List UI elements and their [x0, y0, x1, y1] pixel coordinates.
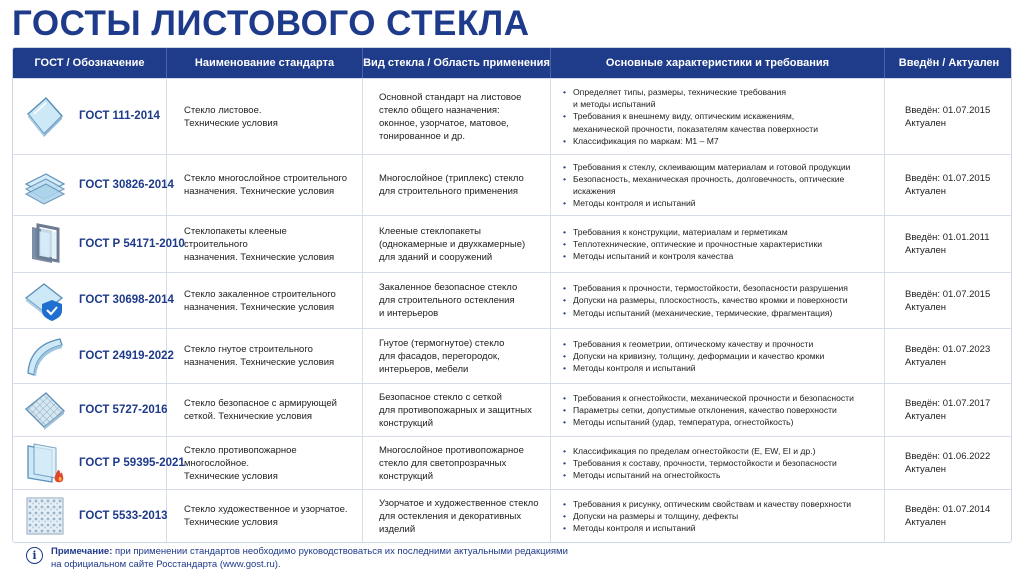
standard-name: Стекло безопасное с армирующей сеткой. Технические условия	[167, 384, 363, 436]
table-row	[13, 154, 1011, 215]
spec-item: • Классификация по пределам огнестойкости (E, EW, EI и др.)	[561, 445, 837, 457]
specs-list	[561, 498, 851, 535]
gost-cell	[13, 384, 167, 436]
spec-item: • Методы испытаний (удар, температура, огнестойкость)	[561, 416, 854, 428]
specs-cell	[551, 437, 885, 489]
table-row	[13, 489, 1011, 542]
specs-list	[561, 392, 854, 429]
standard-name: Стекло художественное и узорчатое. Технические условия	[167, 490, 363, 542]
spec-item: • Методы контроля и испытаний	[561, 362, 824, 374]
fireproof-glass-icon	[21, 439, 69, 487]
page-title: ГОСТЫ ЛИСТОВОГО СТЕКЛА	[12, 4, 530, 43]
gost-code: ГОСТ 30826-2014	[79, 178, 174, 191]
spec-item: • Методы испытаний и контроля качества	[561, 250, 822, 262]
date-cell	[885, 490, 1012, 542]
header-date: Введён / Актуален	[898, 57, 1000, 69]
spec-item: • Требования к огнестойкости, механической прочности и безопасности	[561, 392, 854, 404]
introduced-date: Введён: 01.01.2011	[905, 232, 990, 243]
patterned-glass-icon	[21, 492, 69, 540]
gost-cell	[13, 79, 167, 154]
gost-code: ГОСТ 111-2014	[79, 110, 160, 122]
laminated-glass-icon	[21, 161, 69, 209]
date-cell	[885, 437, 1012, 489]
spec-item: • Требования к составу, прочности, термостойкости и безопасности	[561, 457, 837, 469]
status-text: Актуален	[905, 301, 947, 313]
glass-unit-icon	[21, 220, 69, 268]
spec-item: • Безопасность, механическая прочность, долговечность, оптические искажения	[561, 173, 850, 197]
tempered-glass-shield-icon	[21, 277, 69, 325]
table-row	[13, 215, 1011, 272]
standard-name: Стекло многослойное строительного назначения. Технические условия	[167, 155, 363, 215]
table-row	[13, 436, 1011, 489]
spec-item: • Параметры сетки, допустимые отклонения, качество поверхности	[561, 404, 854, 416]
header-type: Вид стекла / Область применения	[363, 48, 551, 78]
status-text: Актуален	[905, 186, 947, 197]
glass-type: Клееные стеклопакеты (однокамерные и двухкамерные) для зданий и сооружений	[363, 216, 551, 272]
glass-type: Узорчатое и художественное стекло для остекления и декоративных изделий	[363, 490, 551, 542]
introduced-date: Введён: 01.07.2023	[905, 344, 991, 355]
info-icon: i	[26, 547, 43, 564]
introduced-date: Введён: 01.07.2015	[905, 173, 991, 184]
footnote	[26, 545, 568, 571]
date-cell	[885, 216, 1012, 272]
gost-cell	[13, 155, 174, 215]
spec-item: • Допуски на размеры, плоскостность, качество кромки и поверхности	[561, 294, 848, 306]
date-cell	[885, 384, 1012, 436]
standard-name: Стекло закаленное строительного назначения. Технические условия	[167, 273, 363, 328]
spec-item: • Методы испытаний (механические, термические, фрагментация)	[561, 307, 848, 319]
specs-cell	[551, 79, 885, 154]
spec-item: • Методы испытаний на огнестойкость	[561, 469, 837, 481]
glass-type: Многослойное (триплекс) стекло для строительного применения	[363, 155, 551, 215]
introduced-date: Введён: 01.07.2017	[905, 398, 991, 409]
gost-code: ГОСТ 5727-2016	[79, 403, 168, 416]
glass-type: Закаленное безопасное стекло для строительного остекления и интерьеров	[363, 273, 551, 328]
status-text: Актуален	[905, 117, 947, 129]
specs-cell	[551, 490, 885, 542]
gost-cell	[13, 490, 167, 542]
introduced-date: Введён: 01.07.2015	[905, 104, 991, 116]
specs-cell	[551, 155, 885, 215]
spec-item: • Методы контроля и испытаний	[561, 522, 851, 534]
gost-code: ГОСТ Р 54171-2010	[79, 237, 185, 250]
spec-item: • Теплотехнические, оптические и прочностные характеристики	[561, 238, 822, 250]
standard-name: Стекло гнутое строительного назначения. Технические условия	[167, 329, 363, 383]
gost-table	[12, 47, 1012, 543]
gost-code: ГОСТ 5533-2013	[79, 509, 168, 522]
standard-name: Стекло противопожарное многослойное. Технические условия	[167, 437, 363, 489]
spec-item: • Требования к конструкции, материалам и герметикам	[561, 226, 822, 238]
gost-cell	[13, 273, 174, 328]
specs-list	[561, 161, 850, 210]
footnote-text	[51, 545, 568, 571]
spec-item: • Классификация по маркам: М1 – М7	[561, 135, 818, 147]
date-cell	[885, 329, 1012, 383]
spec-item: • Требования к рисунку, оптическим свойствам и качеству поверхности	[561, 498, 851, 510]
spec-item: • Методы контроля и испытаний	[561, 197, 850, 209]
spec-item: • Допуски на размеры и толщину, дефекты	[561, 510, 851, 522]
glass-type: Основной стандарт на листовое стекло общего назначения: оконное, узорчатое, матовое, тонированное и др.	[363, 79, 551, 154]
specs-list	[561, 282, 848, 319]
status-text: Актуален	[905, 411, 947, 422]
specs-cell	[551, 329, 885, 383]
table-row	[13, 78, 1011, 154]
header-gost: ГОСТ / Обозначение	[13, 48, 167, 78]
spec-item: • Требования к геометрии, оптическому качеству и прочности	[561, 338, 824, 350]
header-specs: Основные характеристики и требования	[551, 48, 885, 78]
status-text: Актуален	[905, 517, 947, 528]
wired-glass-icon	[21, 386, 69, 434]
spec-item: • Допуски на кривизну, толщину, деформации и качество кромки	[561, 350, 824, 362]
table-header	[13, 48, 1011, 78]
specs-list	[561, 338, 824, 375]
introduced-date: Введён: 01.07.2014	[905, 504, 991, 515]
status-text: Актуален	[905, 245, 947, 256]
gost-cell	[13, 329, 174, 383]
footnote-label: Примечание:	[51, 546, 113, 557]
bent-glass-icon	[21, 332, 69, 380]
status-text: Актуален	[905, 464, 947, 475]
specs-list	[561, 226, 822, 263]
spec-item: • Требования к внешнему виду, оптическим искажениям, механической прочности, показателям качества поверхности	[561, 110, 818, 134]
table-body	[13, 78, 1011, 542]
gost-code: ГОСТ Р 59395-2021	[79, 456, 185, 469]
specs-cell	[551, 216, 885, 272]
spec-item: • Требования к прочности, термостойкости, безопасности разрушения	[561, 282, 848, 294]
gost-cell	[13, 216, 185, 272]
gost-code: ГОСТ 30698-2014	[79, 294, 174, 306]
glass-type: Безопасное стекло с сеткой для противопожарных и защитных конструкций	[363, 384, 551, 436]
specs-cell	[551, 273, 885, 328]
table-row	[13, 328, 1011, 383]
table-row	[13, 272, 1011, 328]
standard-name: Стеклопакеты клееные строительного назначения. Технические условия	[167, 216, 363, 272]
table-row	[13, 383, 1011, 436]
introduced-date: Введён: 01.07.2015	[905, 288, 991, 300]
footnote-line2: на официальном сайте Росстандарта (www.gost.ru).	[51, 559, 281, 570]
spec-item: • Требования к стеклу, склеивающим материалам и готовой продукции	[561, 161, 850, 173]
specs-cell	[551, 384, 885, 436]
footnote-line1: при применении стандартов необходимо руководствоваться их последними актуальными редакциями	[112, 546, 568, 557]
date-cell	[885, 155, 1012, 215]
flat-glass-icon	[21, 93, 69, 141]
spec-item: • Определяет типы, размеры, технические требования и методы испытаний	[561, 86, 818, 110]
introduced-date: Введён: 01.06.2022	[905, 451, 991, 462]
gost-code: ГОСТ 24919-2022	[79, 349, 174, 362]
status-text: Актуален	[905, 357, 947, 368]
header-name: Наименование стандарта	[167, 48, 363, 78]
date-cell	[885, 79, 1012, 154]
date-cell	[885, 273, 1012, 328]
glass-type: Многослойное противопожарное стекло для светопрозрачных конструкций	[363, 437, 551, 489]
glass-type: Гнутое (термогнутое) стекло для фасадов, перегородок, интерьеров, мебели	[363, 329, 551, 383]
specs-list	[561, 445, 837, 482]
gost-cell	[13, 437, 185, 489]
standard-name: Стекло листовое. Технические условия	[167, 79, 363, 154]
specs-list	[561, 86, 818, 147]
